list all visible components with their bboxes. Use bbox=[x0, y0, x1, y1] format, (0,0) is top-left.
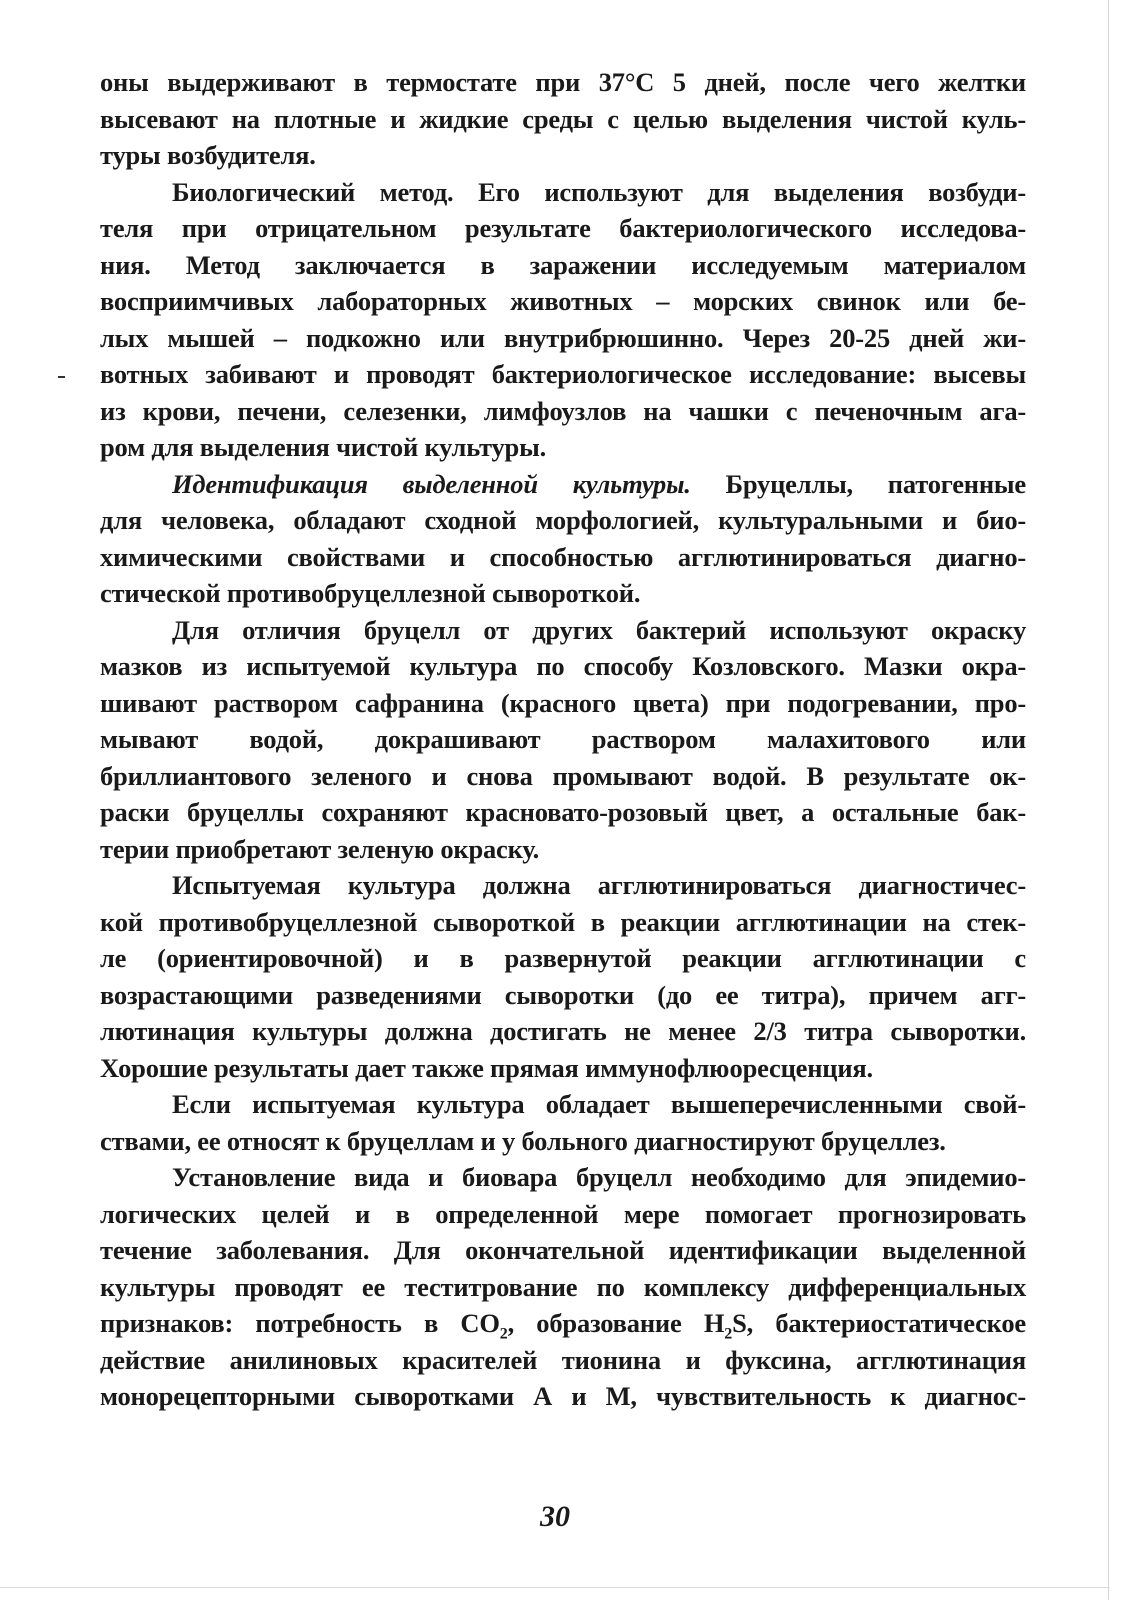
text-fragment: Его используют для выделения возбуди- bbox=[478, 176, 1026, 207]
paragraph-biological-method bbox=[100, 174, 1026, 211]
text-line: высевают на плотные и жидкие среды с целью выделения чистой куль- bbox=[100, 103, 1026, 134]
text-line: оны выдерживают в термостате при 37°С 5 дней, после чего желтки bbox=[100, 67, 1026, 97]
text-line: стической противобруцеллезной сывороткой. bbox=[100, 578, 641, 608]
text-line: ром для выделения чистой культуры. bbox=[100, 432, 547, 462]
text-line: вотных забивают и проводят бактериологическое исследование: высевы bbox=[100, 359, 1026, 389]
text-line: восприимчивых лабораторных животных – морских свинок или бе- bbox=[100, 286, 1026, 316]
text-line: ствами, ее относят к бруцеллам и у больного диагностируют бруцеллез. bbox=[100, 1125, 946, 1156]
text-line: ле (ориентировочной) и в развернутой реакции агглютинации с bbox=[100, 943, 1026, 973]
text-line: бриллиантового зеленого и снова промывают водой. В результате ок- bbox=[100, 760, 1026, 791]
lead-biological-method: Биологический метод. bbox=[172, 176, 454, 207]
text-fragment: S, бактериостатическое bbox=[732, 1308, 1026, 1338]
text-line: химическими свойствами и способностью агглютинироваться диагно- bbox=[100, 541, 1026, 572]
margin-mark bbox=[58, 376, 65, 378]
text-line: течение заболевания. Для окончательной идентификации выделенной bbox=[100, 1235, 1026, 1265]
text-line: лых мышей – подкожно или внутрибрюшинно. Через 20-25 дней жи- bbox=[100, 322, 1026, 353]
subscript: 2 bbox=[724, 1325, 733, 1343]
text-line: Хорошие результаты дает также прямая иммунофлюоресценция. bbox=[100, 1052, 873, 1083]
text-fragment: признаков: потребность в СО bbox=[100, 1308, 500, 1338]
text-line: мывают водой, докрашивают раствором малахитового или bbox=[100, 724, 1026, 754]
text-line: культуры проводят ее теститрование по комплексу дифференциальных bbox=[100, 1271, 1026, 1302]
text-line: Испытуемая культура должна агглютинироваться диагностичес- bbox=[172, 870, 1026, 900]
text-line: теля при отрицательном результате бактериологического исследова- bbox=[100, 213, 1026, 243]
text-fragment: , образование Н bbox=[507, 1308, 725, 1338]
text-line: Если испытуемая культура обладает вышеперечисленными свой- bbox=[172, 1089, 1026, 1119]
text-fragment: Бруцеллы, патогенные bbox=[725, 468, 1026, 499]
text-line: Для отличия бруцелл от других бактерий используют окраску bbox=[172, 614, 1026, 645]
text-line: терии приобретают зеленую окраску. bbox=[100, 833, 540, 864]
text-line: монорецепторными сыворотками А и М, чувствительность к диагнос- bbox=[100, 1381, 1026, 1411]
text-line: шивают раствором сафранина (красного цвета) при подогревании, про- bbox=[100, 687, 1026, 718]
subscript: 2 bbox=[499, 1325, 508, 1343]
text-line: возрастающими разведениями сыворотки (до ее титра), причем агг- bbox=[100, 979, 1026, 1010]
text-line: из крови, печени, селезенки, лимфоузлов на чашки с печеночным ага- bbox=[100, 395, 1026, 426]
text-line: Установление вида и биовара бруцелл необходимо для эпидемио- bbox=[172, 1162, 1026, 1192]
text-line: логических целей и в определенной мере помогает прогнозировать bbox=[100, 1198, 1026, 1229]
text-line: раски бруцеллы сохраняют красновато-розовый цвет, а остальные бак- bbox=[100, 797, 1026, 827]
page-bottom-edge bbox=[0, 1587, 1110, 1588]
text-line: лютинация культуры должна достигать не менее 2/3 титра сыворотки. bbox=[100, 1016, 1026, 1046]
lead-identification: Идентификация выделенной культуры. bbox=[172, 468, 691, 499]
text-line: кой противобруцеллезной сывороткой в реакции агглютинации на стек- bbox=[100, 906, 1026, 937]
body-text bbox=[100, 64, 1026, 1415]
text-line: ния. Метод заключается в заражении исследуемым материалом bbox=[100, 249, 1026, 280]
page-number: 30 bbox=[540, 1500, 570, 1533]
text-line: для человека, обладают сходной морфологией, культуральными и био- bbox=[100, 505, 1026, 535]
page-right-edge bbox=[1108, 0, 1109, 1600]
text-line: туры возбудителя. bbox=[100, 140, 316, 170]
text-line: действие анилиновых красителей тионина и фуксина, агглютинация bbox=[100, 1344, 1026, 1375]
text-line: мазков из испытуемой культура по способу Козловского. Мазки окра- bbox=[100, 651, 1026, 681]
paragraph-identification bbox=[100, 466, 1026, 503]
text-line-formulas bbox=[100, 1305, 1026, 1342]
